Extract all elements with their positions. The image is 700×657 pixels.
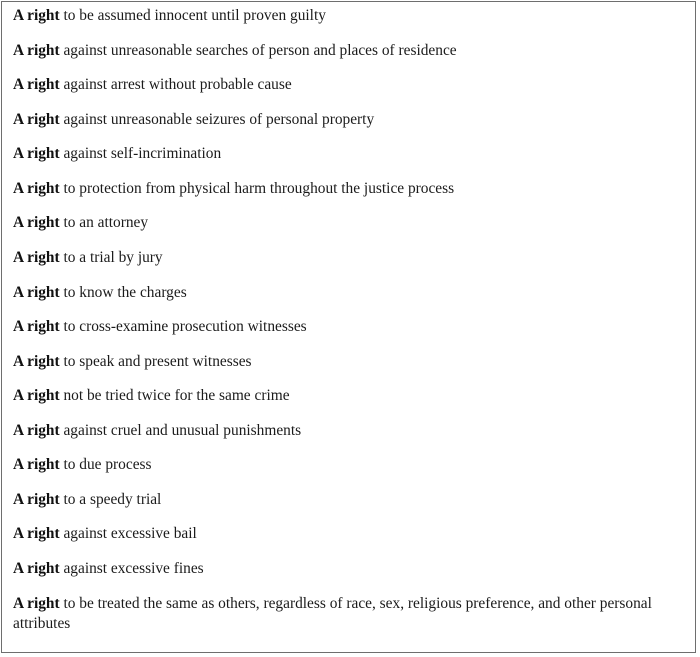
item-lead: A right (13, 249, 60, 266)
item-lead: A right (13, 318, 60, 335)
item-text: to be assumed innocent until proven guilty (59, 7, 326, 24)
item-lead: A right (13, 353, 60, 370)
list-item (13, 213, 685, 233)
item-text: to due process (59, 456, 152, 473)
list-item (13, 75, 685, 95)
item-lead: A right (13, 560, 60, 577)
rights-list-box (1, 1, 696, 653)
item-lead: A right (13, 595, 60, 612)
item-text: against arrest without probable cause (59, 76, 292, 93)
item-text: against self-incrimination (59, 145, 222, 162)
item-lead: A right (13, 491, 60, 508)
list-item (13, 524, 685, 544)
item-text: to a trial by jury (59, 249, 163, 266)
item-lead: A right (13, 76, 60, 93)
item-lead: A right (13, 42, 60, 59)
item-text: to protection from physical harm throughout the justice process (59, 180, 455, 197)
list-item (13, 110, 685, 130)
item-lead: A right (13, 284, 60, 301)
list-item (13, 455, 685, 475)
item-lead: A right (13, 387, 60, 404)
list-item (13, 490, 685, 510)
item-lead: A right (13, 7, 60, 24)
list-item (13, 559, 685, 579)
item-text: against unreasonable seizures of personal property (59, 111, 375, 128)
list-item (13, 352, 685, 372)
item-lead: A right (13, 422, 60, 439)
list-item (13, 41, 685, 61)
list-item (13, 283, 685, 303)
item-text: against excessive fines (59, 560, 204, 577)
item-text: against cruel and unusual punishments (59, 422, 302, 439)
item-lead: A right (13, 145, 60, 162)
item-lead: A right (13, 214, 60, 231)
item-lead: A right (13, 111, 60, 128)
list-item (13, 144, 685, 164)
list-item (13, 421, 685, 441)
item-text: against unreasonable searches of person and places of residence (59, 42, 457, 59)
list-item (13, 248, 685, 268)
list-item (13, 179, 685, 199)
item-text: to cross-examine prosecution witnesses (59, 318, 307, 335)
item-lead: A right (13, 456, 60, 473)
item-text: against excessive bail (59, 525, 197, 542)
list-item (13, 386, 685, 406)
item-text: not be tried twice for the same crime (59, 387, 290, 404)
item-text: to an attorney (59, 214, 149, 231)
list-item (13, 594, 685, 634)
item-lead: A right (13, 525, 60, 542)
item-text: to a speedy trial (59, 491, 162, 508)
item-text: to know the charges (59, 284, 187, 301)
list-item (13, 317, 685, 337)
list-item (13, 6, 685, 26)
item-lead: A right (13, 180, 60, 197)
item-text: to speak and present witnesses (59, 353, 252, 370)
item-text: to be treated the same as others, regardless of race, sex, religious preference, and other personal attributes (13, 595, 652, 632)
